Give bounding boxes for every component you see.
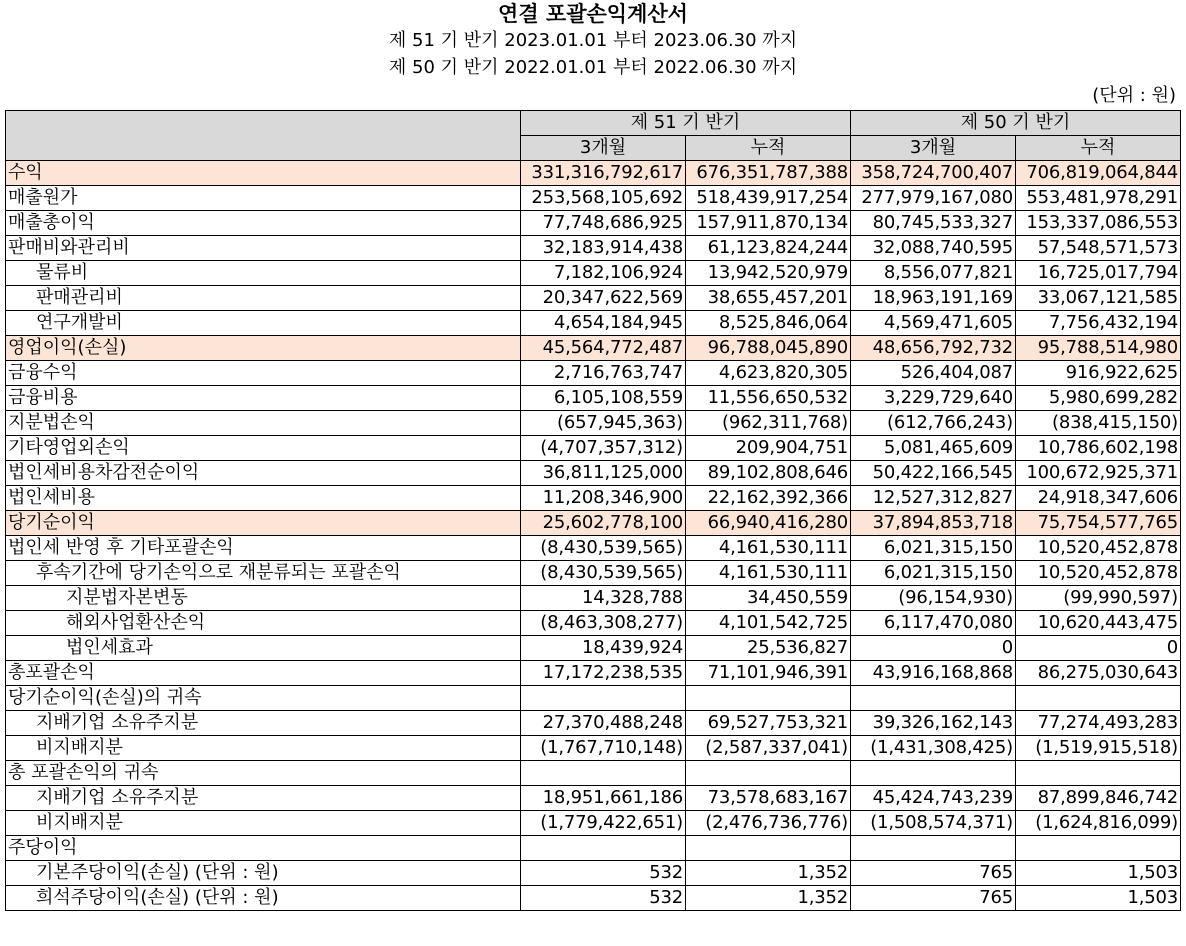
value-current-3month: 17,172,238,535 (521, 661, 686, 686)
value-current-cumulative: 96,788,045,890 (686, 336, 851, 361)
header-group-current: 제 51 기 반기 (521, 111, 851, 136)
value-current-cumulative (686, 836, 851, 861)
value-current-cumulative: 8,525,846,064 (686, 311, 851, 336)
value-current-cumulative: 34,450,559 (686, 586, 851, 611)
value-current-3month: 20,347,622,569 (521, 286, 686, 311)
value-current-cumulative: 13,942,520,979 (686, 261, 851, 286)
value-current-3month: (1,767,710,148) (521, 736, 686, 761)
table-row (6, 336, 1181, 361)
value-prior-3month: 43,916,168,868 (851, 661, 1016, 686)
value-current-cumulative: 11,556,650,532 (686, 386, 851, 411)
value-current-cumulative: 4,161,530,111 (686, 561, 851, 586)
value-current-cumulative: 25,536,827 (686, 636, 851, 661)
row-label: 지분법자본변동 (6, 586, 521, 611)
header-account-blank (6, 111, 521, 161)
value-current-3month (521, 686, 686, 711)
row-label: 비지배지분 (6, 811, 521, 836)
table-row (6, 636, 1181, 661)
value-current-cumulative: 209,904,751 (686, 436, 851, 461)
table-row (6, 536, 1181, 561)
value-prior-3month: 6,117,470,080 (851, 611, 1016, 636)
value-current-3month: 45,564,772,487 (521, 336, 686, 361)
row-label: 희석주당이익(손실) (단위 : 원) (6, 886, 521, 911)
table-row (6, 486, 1181, 511)
value-prior-cumulative: 86,275,030,643 (1016, 661, 1181, 686)
unit-label: (단위 : 원) (1092, 85, 1176, 106)
value-current-cumulative: 66,940,416,280 (686, 511, 851, 536)
table-row (6, 511, 1181, 536)
value-current-cumulative: 676,351,787,388 (686, 161, 851, 186)
value-current-cumulative: 69,527,753,321 (686, 711, 851, 736)
value-prior-cumulative: 7,756,432,194 (1016, 311, 1181, 336)
row-label: 기본주당이익(손실) (단위 : 원) (6, 861, 521, 886)
value-prior-3month: 37,894,853,718 (851, 511, 1016, 536)
header-prior-3month: 3개월 (851, 136, 1016, 161)
value-current-cumulative: (2,476,736,776) (686, 811, 851, 836)
value-prior-cumulative: 1,503 (1016, 886, 1181, 911)
value-prior-cumulative: 553,481,978,291 (1016, 186, 1181, 211)
value-prior-3month (851, 836, 1016, 861)
value-prior-cumulative (1016, 836, 1181, 861)
value-current-3month: (8,430,539,565) (521, 561, 686, 586)
row-label: 금융비용 (6, 386, 521, 411)
table-row (6, 386, 1181, 411)
row-label: 매출총이익 (6, 211, 521, 236)
value-prior-cumulative: (838,415,150) (1016, 411, 1181, 436)
statement-body (6, 161, 1181, 911)
value-prior-cumulative: 16,725,017,794 (1016, 261, 1181, 286)
value-prior-3month: 765 (851, 861, 1016, 886)
value-prior-cumulative: 10,786,602,198 (1016, 436, 1181, 461)
table-row (6, 361, 1181, 386)
value-prior-3month: 5,081,465,609 (851, 436, 1016, 461)
value-prior-cumulative: 57,548,571,573 (1016, 236, 1181, 261)
value-current-cumulative: 38,655,457,201 (686, 286, 851, 311)
table-row (6, 586, 1181, 611)
value-current-3month: 27,370,488,248 (521, 711, 686, 736)
value-current-cumulative: 1,352 (686, 861, 851, 886)
row-label: 비지배지분 (6, 736, 521, 761)
value-prior-cumulative: 10,520,452,878 (1016, 536, 1181, 561)
value-current-cumulative: 22,162,392,366 (686, 486, 851, 511)
value-prior-3month: 277,979,167,080 (851, 186, 1016, 211)
value-prior-3month: (612,766,243) (851, 411, 1016, 436)
value-prior-3month: 39,326,162,143 (851, 711, 1016, 736)
value-current-3month: 18,439,924 (521, 636, 686, 661)
row-label: 후속기간에 당기손익으로 재분류되는 포괄손익 (6, 561, 521, 586)
value-current-3month: (657,945,363) (521, 411, 686, 436)
table-row (6, 761, 1181, 786)
value-prior-cumulative (1016, 686, 1181, 711)
row-label: 수익 (6, 161, 521, 186)
row-label: 법인세비용차감전순이익 (6, 461, 521, 486)
income-statement-table (5, 110, 1181, 911)
value-current-3month: (4,707,357,312) (521, 436, 686, 461)
row-label: 법인세비용 (6, 486, 521, 511)
value-prior-cumulative: 33,067,121,585 (1016, 286, 1181, 311)
value-prior-cumulative: 95,788,514,980 (1016, 336, 1181, 361)
row-label: 영업이익(손실) (6, 336, 521, 361)
value-prior-cumulative: 87,899,846,742 (1016, 786, 1181, 811)
value-current-cumulative: 71,101,946,391 (686, 661, 851, 686)
value-current-3month: 18,951,661,186 (521, 786, 686, 811)
value-prior-cumulative (1016, 761, 1181, 786)
value-current-cumulative: 4,101,542,725 (686, 611, 851, 636)
value-current-cumulative: 4,623,820,305 (686, 361, 851, 386)
value-prior-3month: 18,963,191,169 (851, 286, 1016, 311)
value-current-3month: 532 (521, 861, 686, 886)
value-current-3month: 14,328,788 (521, 586, 686, 611)
row-label: 당기순이익 (6, 511, 521, 536)
row-label: 매출원가 (6, 186, 521, 211)
value-prior-3month: 6,021,315,150 (851, 536, 1016, 561)
value-prior-3month: 0 (851, 636, 1016, 661)
table-row (6, 311, 1181, 336)
table-row (6, 161, 1181, 186)
value-current-3month: (8,430,539,565) (521, 536, 686, 561)
table-row (6, 286, 1181, 311)
value-current-3month: 11,208,346,900 (521, 486, 686, 511)
table-row (6, 411, 1181, 436)
value-current-3month: 77,748,686,925 (521, 211, 686, 236)
table-row (6, 211, 1181, 236)
value-current-cumulative: 73,578,683,167 (686, 786, 851, 811)
row-label: 기타영업외손익 (6, 436, 521, 461)
value-prior-cumulative: 24,918,347,606 (1016, 486, 1181, 511)
row-label: 연구개발비 (6, 311, 521, 336)
table-row (6, 736, 1181, 761)
table-row (6, 711, 1181, 736)
value-prior-3month: 4,569,471,605 (851, 311, 1016, 336)
value-prior-3month: 48,656,792,732 (851, 336, 1016, 361)
value-prior-cumulative: 5,980,699,282 (1016, 386, 1181, 411)
value-prior-cumulative: (1,624,816,099) (1016, 811, 1181, 836)
value-current-3month: 25,602,778,100 (521, 511, 686, 536)
table-row (6, 461, 1181, 486)
value-prior-cumulative: 10,620,443,475 (1016, 611, 1181, 636)
row-label: 판매관리비 (6, 286, 521, 311)
value-current-3month: 532 (521, 886, 686, 911)
value-prior-3month: 80,745,533,327 (851, 211, 1016, 236)
value-current-cumulative: 61,123,824,244 (686, 236, 851, 261)
value-prior-3month: 765 (851, 886, 1016, 911)
value-prior-3month: 50,422,166,545 (851, 461, 1016, 486)
table-row (6, 661, 1181, 686)
table-row (6, 786, 1181, 811)
value-prior-3month: 6,021,315,150 (851, 561, 1016, 586)
row-label: 주당이익 (6, 836, 521, 861)
value-prior-cumulative: (99,990,597) (1016, 586, 1181, 611)
row-label: 당기순이익(손실)의 귀속 (6, 686, 521, 711)
value-current-3month: 2,716,763,747 (521, 361, 686, 386)
row-label: 물류비 (6, 261, 521, 286)
value-prior-cumulative: (1,519,915,518) (1016, 736, 1181, 761)
value-current-3month (521, 836, 686, 861)
table-row (6, 836, 1181, 861)
table-row (6, 611, 1181, 636)
period-current: 제 51 기 반기 2023.01.01 부터 2023.06.30 까지 (388, 30, 798, 51)
row-label: 금융수익 (6, 361, 521, 386)
table-row (6, 561, 1181, 586)
value-current-3month (521, 761, 686, 786)
table-row (6, 436, 1181, 461)
value-prior-3month: (96,154,930) (851, 586, 1016, 611)
value-current-cumulative: 157,911,870,134 (686, 211, 851, 236)
value-current-cumulative: 1,352 (686, 886, 851, 911)
value-current-cumulative (686, 686, 851, 711)
value-prior-3month: 526,404,087 (851, 361, 1016, 386)
value-current-3month: (8,463,308,277) (521, 611, 686, 636)
value-current-cumulative: 518,439,917,254 (686, 186, 851, 211)
header-group-prior: 제 50 기 반기 (851, 111, 1181, 136)
table-row (6, 686, 1181, 711)
value-current-cumulative: (962,311,768) (686, 411, 851, 436)
statement-title: 연결 포괄손익계산서 (498, 2, 688, 26)
table-row (6, 886, 1181, 911)
value-prior-cumulative: 75,754,577,765 (1016, 511, 1181, 536)
value-current-3month: 331,316,792,617 (521, 161, 686, 186)
value-prior-cumulative: 77,274,493,283 (1016, 711, 1181, 736)
value-prior-3month: 358,724,700,407 (851, 161, 1016, 186)
value-prior-3month: 3,229,729,640 (851, 386, 1016, 411)
value-prior-3month (851, 761, 1016, 786)
row-label: 총 포괄손익의 귀속 (6, 761, 521, 786)
header-current-cumulative: 누적 (686, 136, 851, 161)
value-current-3month: 4,654,184,945 (521, 311, 686, 336)
value-current-cumulative: 89,102,808,646 (686, 461, 851, 486)
value-prior-cumulative: 153,337,086,553 (1016, 211, 1181, 236)
value-prior-3month: 12,527,312,827 (851, 486, 1016, 511)
value-prior-3month: 8,556,077,821 (851, 261, 1016, 286)
value-current-3month: 32,183,914,438 (521, 236, 686, 261)
value-prior-3month (851, 686, 1016, 711)
value-prior-cumulative: 1,503 (1016, 861, 1181, 886)
value-prior-3month: (1,431,308,425) (851, 736, 1016, 761)
value-current-3month: 36,811,125,000 (521, 461, 686, 486)
value-current-3month: 7,182,106,924 (521, 261, 686, 286)
value-prior-cumulative: 10,520,452,878 (1016, 561, 1181, 586)
value-current-cumulative: 4,161,530,111 (686, 536, 851, 561)
value-prior-cumulative: 706,819,064,844 (1016, 161, 1181, 186)
value-prior-3month: 32,088,740,595 (851, 236, 1016, 261)
table-row (6, 186, 1181, 211)
table-row (6, 236, 1181, 261)
value-prior-3month: (1,508,574,371) (851, 811, 1016, 836)
row-label: 지배기업 소유주지분 (6, 786, 521, 811)
row-label: 판매비와관리비 (6, 236, 521, 261)
value-prior-3month: 45,424,743,239 (851, 786, 1016, 811)
value-prior-cumulative: 916,922,625 (1016, 361, 1181, 386)
table-row (6, 811, 1181, 836)
table-row (6, 261, 1181, 286)
period-prior: 제 50 기 반기 2022.01.01 부터 2022.06.30 까지 (388, 57, 798, 78)
value-prior-cumulative: 100,672,925,371 (1016, 461, 1181, 486)
value-current-3month: 253,568,105,692 (521, 186, 686, 211)
table-row (6, 861, 1181, 886)
row-label: 해외사업환산손익 (6, 611, 521, 636)
row-label: 법인세효과 (6, 636, 521, 661)
value-current-cumulative: (2,587,337,041) (686, 736, 851, 761)
row-label: 총포괄손익 (6, 661, 521, 686)
value-current-3month: 6,105,108,559 (521, 386, 686, 411)
value-prior-cumulative: 0 (1016, 636, 1181, 661)
row-label: 지분법손익 (6, 411, 521, 436)
value-current-3month: (1,779,422,651) (521, 811, 686, 836)
row-label: 법인세 반영 후 기타포괄손익 (6, 536, 521, 561)
header-prior-cumulative: 누적 (1016, 136, 1181, 161)
row-label: 지배기업 소유주지분 (6, 711, 521, 736)
header-current-3month: 3개월 (521, 136, 686, 161)
value-current-cumulative (686, 761, 851, 786)
